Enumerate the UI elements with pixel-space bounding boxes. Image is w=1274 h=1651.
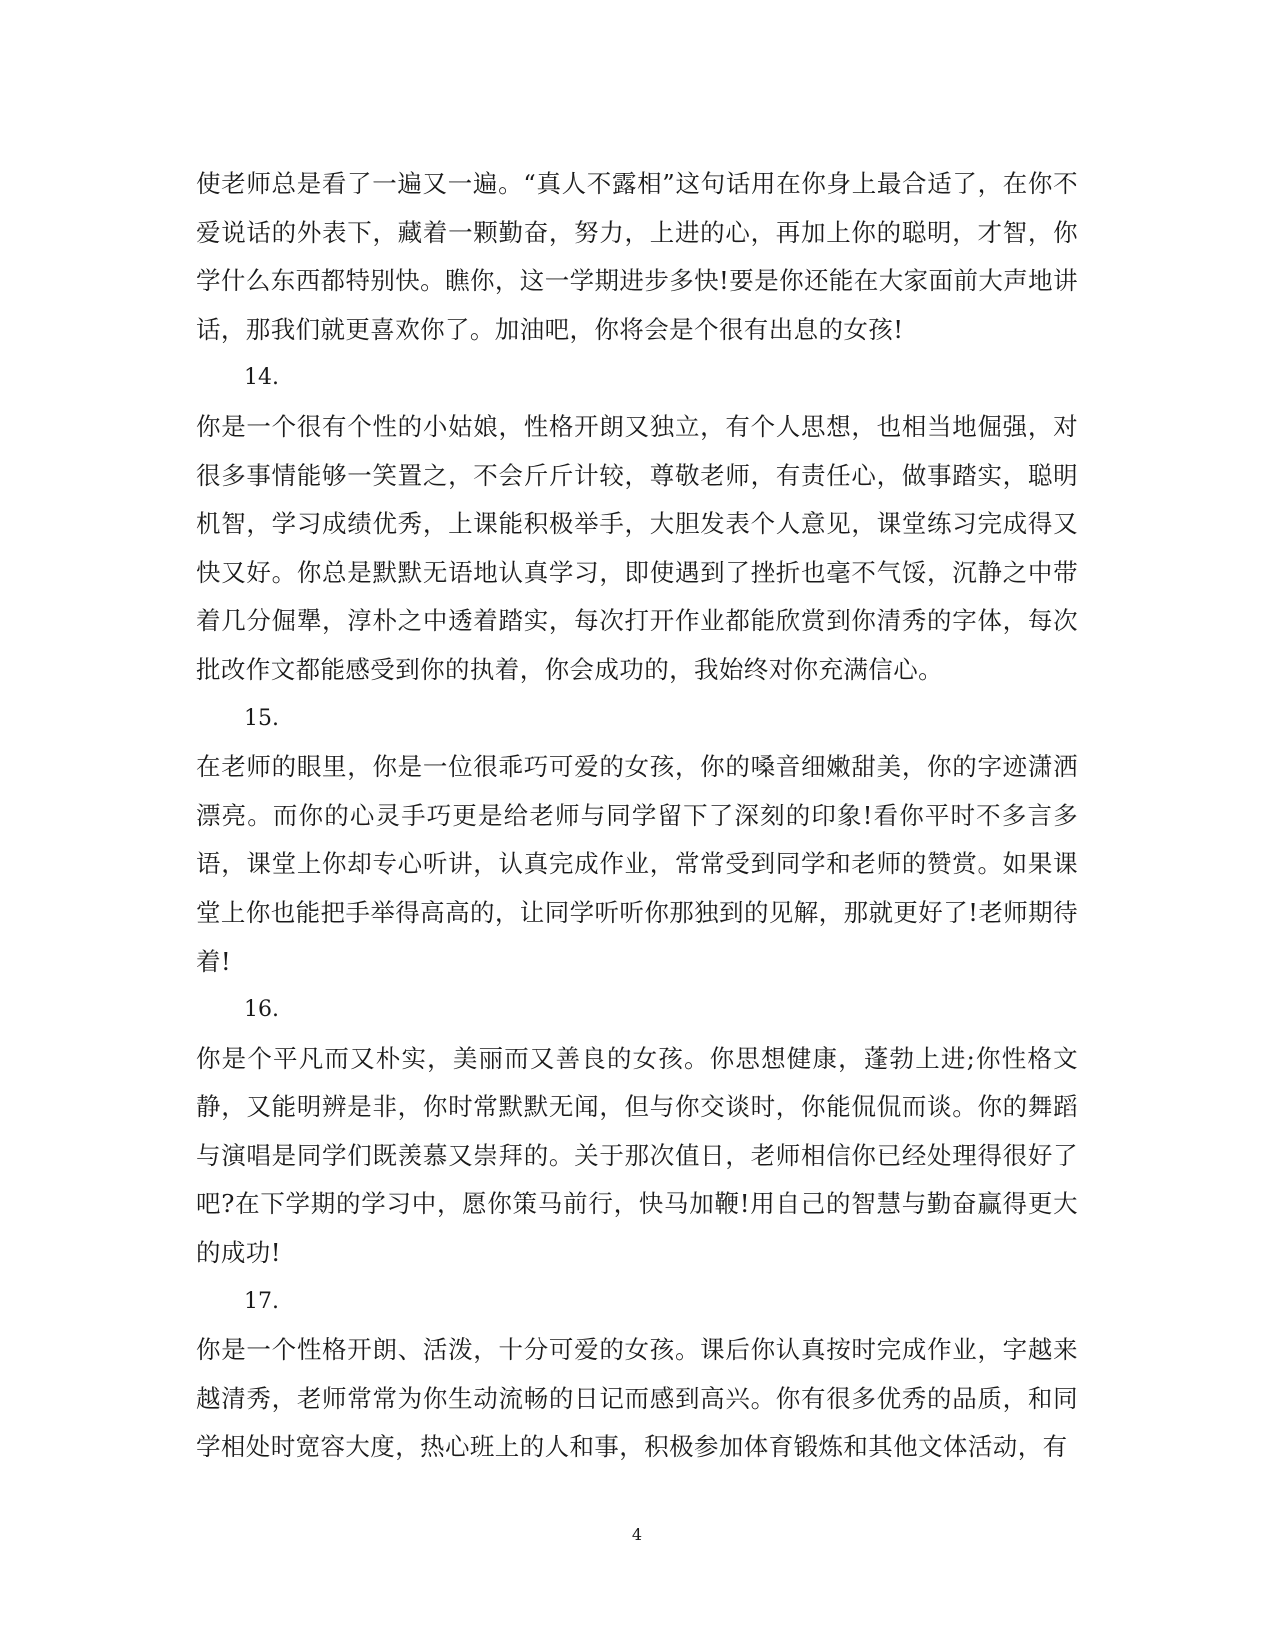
item-number-16: 16.: [244, 997, 279, 1023]
item-number-15: 15.: [244, 705, 279, 731]
paragraph-14: 你是一个很有个性的小姑娘，性格开朗又独立，有个人思想，也相当地倔强，对很多事情能够一笑置之，不会斤斤计较，尊敬老师，有责任心，做事踏实，聪明机智，学习成绩优秀，上课能积极举手，大胆发表个人意见，课堂练习完成得又快又好。你总是默默无语地认真学习，即使遇到了挫折也毫不气馁，沉静之中带着几分倔犟，淳朴之中透着踏实，每次打开作业都能欣赏到你清秀的字体，每次批改作文都能感受到你的执着，你会成功的，我始终对你充满信心。: [196, 411, 1078, 684]
item-number-14: 14.: [244, 365, 279, 391]
page-number: 4: [631, 1525, 643, 1544]
document-body: [196, 160, 1078, 1472]
paragraph-15: 在老师的眼里，你是一位很乖巧可爱的女孩，你的嗓音细嫩甜美，你的字迹潇洒漂亮。而你的心灵手巧更是给老师与同学留下了深刻的印象!看你平时不多言多语，课堂上你却专心听讲，认真完成作业，常常受到同学和老师的赞赏。如果课堂上你也能把手举得高高的，让同学听听你那独到的见解，那就更好了!老师期待着!: [196, 752, 1078, 976]
paragraph-17: 你是一个性格开朗、活泼，十分可爱的女孩。课后你认真按时完成作业，字越来越清秀，老师常常为你生动流畅的日记而感到高兴。你有很多优秀的品质，和同学相处时宽容大度，热心班上的人和事，积极参加体育锻炼和其他文体活动，有: [196, 1335, 1078, 1462]
paragraph-16: 你是个平凡而又朴实，美丽而又善良的女孩。你思想健康，蓬勃上进;你性格文静，又能明辨是非，你时常默默无闻，但与你交谈时，你能侃侃而谈。你的舞蹈与演唱是同学们既羡慕又崇拜的。关于那次值日，老师相信你已经处理得很好了吧?在下学期的学习中，愿你策马前行，快马加鞭!用自己的智慧与勤奋赢得更大的成功!: [196, 1043, 1078, 1268]
paragraph-continued: 使老师总是看了一遍又一遍。“真人不露相”这句话用在你身上最合适了，在你不爱说话的外表下，藏着一颗勤奋，努力，上进的心，再加上你的聪明，才智，你学什么东西都特别快。瞧你，这一学期进步多快!要是你还能在大家面前大声地讲话，那我们就更喜欢你了。加油吧，你将会是个很有出息的女孩!: [196, 169, 1078, 344]
item-number-17: 17.: [244, 1288, 279, 1314]
